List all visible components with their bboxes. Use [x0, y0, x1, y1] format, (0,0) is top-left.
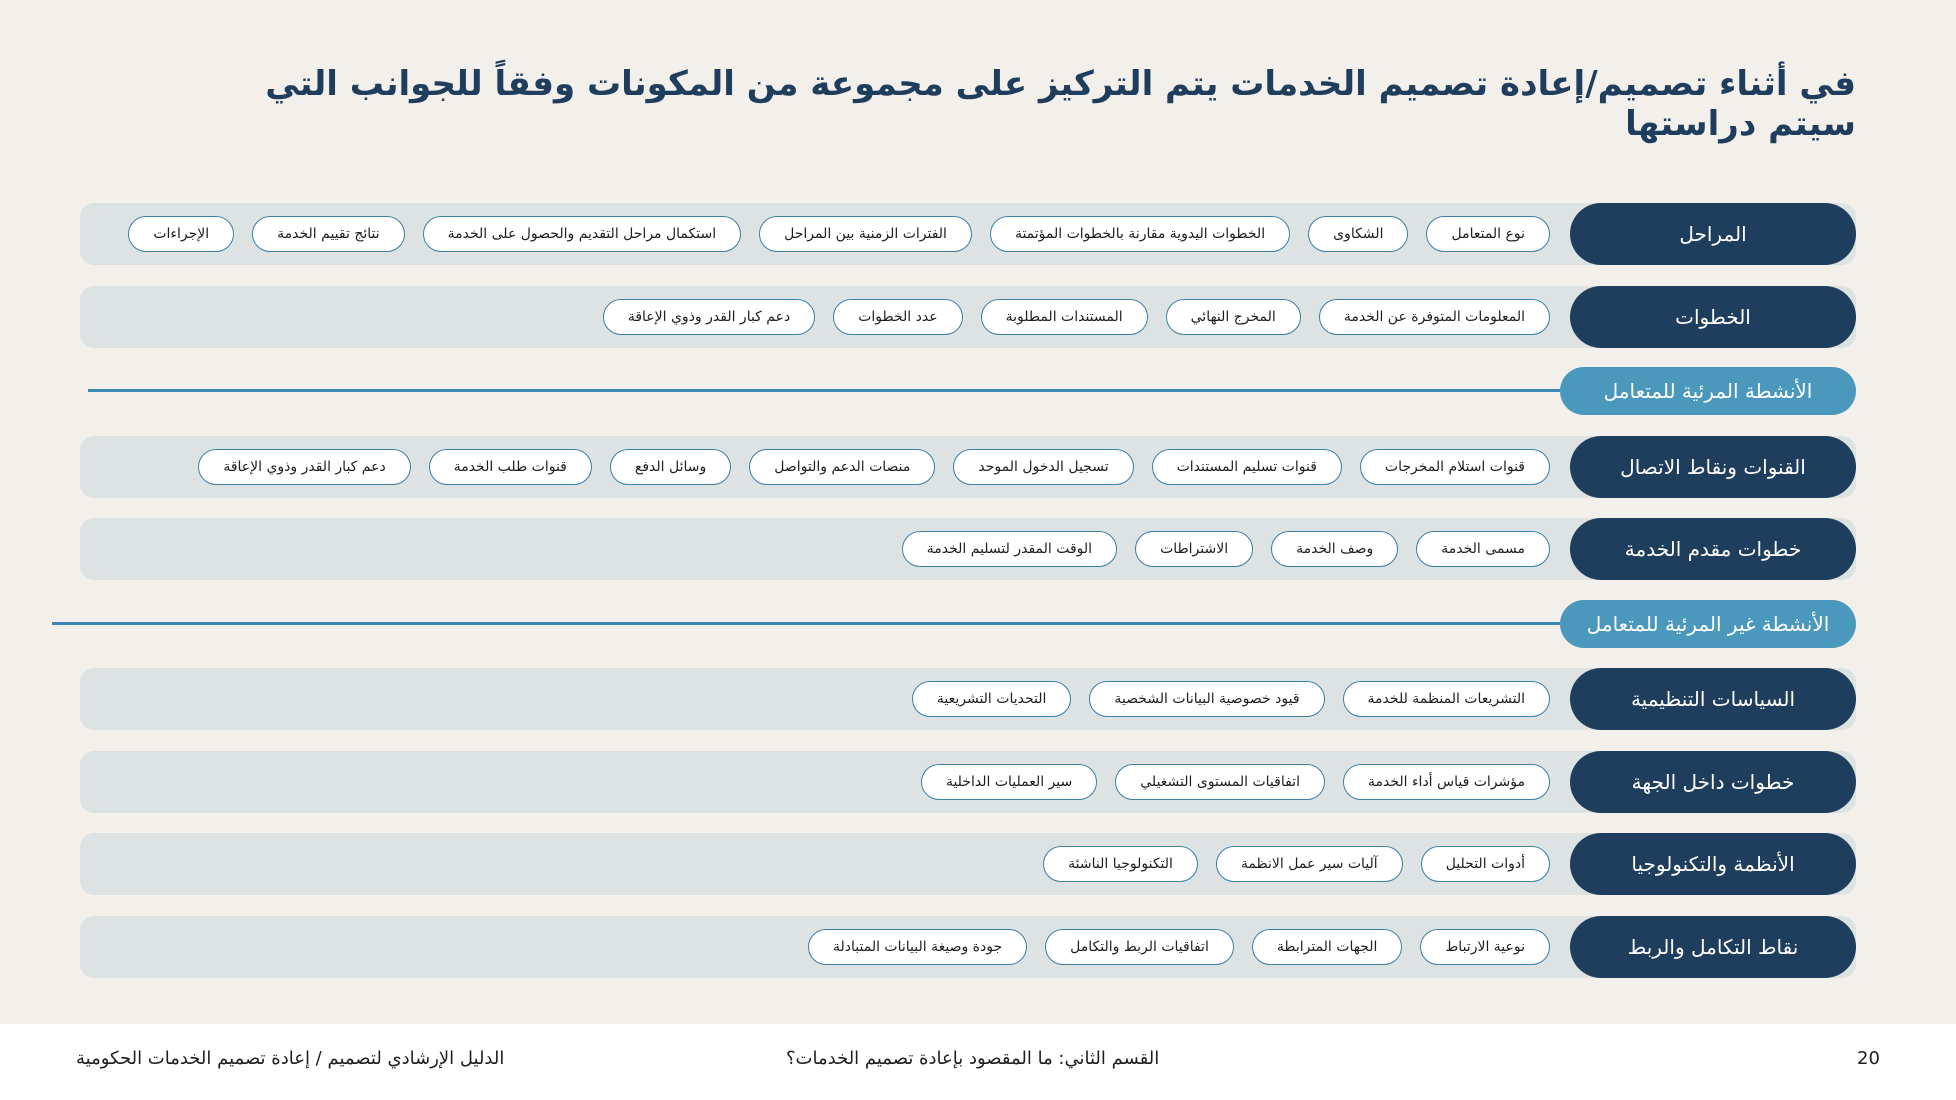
chip-list: [198, 436, 1550, 498]
chip-list: [912, 668, 1550, 730]
row-label: الخطوات: [1570, 286, 1856, 348]
chip: التحديات التشريعية: [912, 681, 1072, 717]
chip: نوعية الارتباط: [1420, 929, 1550, 965]
chip: نوع المتعامل: [1426, 216, 1550, 252]
row-policies: [80, 668, 1856, 730]
chip: نتائج تقييم الخدمة: [252, 216, 405, 252]
chip: التشريعات المنظمة للخدمة: [1343, 681, 1550, 717]
row-label: الأنظمة والتكنولوجيا: [1570, 833, 1856, 895]
row-integration: [80, 916, 1856, 978]
chip: مؤشرات قياس أداء الخدمة: [1343, 764, 1550, 800]
chip: الشكاوى: [1308, 216, 1408, 252]
chip: تسجيل الدخول الموحد: [953, 449, 1133, 485]
chip: استكمال مراحل التقديم والحصول على الخدمة: [423, 216, 741, 252]
footer-guide-title: الدليل الإرشادي لتصميم / إعادة تصميم الخدمات الحكومية: [76, 1048, 505, 1069]
row-label: المراحل: [1570, 203, 1856, 265]
chip: وصف الخدمة: [1271, 531, 1398, 567]
row-systems-technology: [80, 833, 1856, 895]
chip-list: [128, 203, 1550, 265]
section-divider-line: [88, 389, 1576, 392]
page-number: 20: [1857, 1048, 1880, 1069]
chip: الجهات المترابطة: [1252, 929, 1403, 965]
chip: المستندات المطلوبة: [981, 299, 1148, 335]
row-provider-steps: [80, 518, 1856, 580]
chip: المخرج النهائي: [1166, 299, 1301, 335]
chip: الوقت المقدر لتسليم الخدمة: [902, 531, 1117, 567]
row-label: القنوات ونقاط الاتصال: [1570, 436, 1856, 498]
chip: قنوات طلب الخدمة: [429, 449, 592, 485]
chip: آليات سير عمل الانظمة: [1216, 846, 1403, 882]
chip: سير العمليات الداخلية: [921, 764, 1097, 800]
chip: اتفاقيات المستوى التشغيلي: [1115, 764, 1325, 800]
row-label: خطوات مقدم الخدمة: [1570, 518, 1856, 580]
chip: دعم كبار القدر وذوي الإعاقة: [603, 299, 815, 335]
chip: مسمى الخدمة: [1416, 531, 1550, 567]
row-channels: [80, 436, 1856, 498]
section-invisible-activities: [52, 600, 1856, 648]
chip-list: [921, 751, 1550, 813]
section-label: الأنشطة غير المرئية للمتعامل: [1560, 600, 1856, 648]
footer-section-title: القسم الثاني: ما المقصود بإعادة تصميم الخدمات؟: [786, 1048, 1160, 1069]
row-label: السياسات التنظيمية: [1570, 668, 1856, 730]
chip: الخطوات اليدوية مقارنة بالخطوات المؤتمتة: [990, 216, 1290, 252]
chip: الفترات الزمنية بين المراحل: [759, 216, 972, 252]
chip: قنوات تسليم المستندات: [1152, 449, 1342, 485]
section-label: الأنشطة المرئية للمتعامل: [1560, 367, 1856, 415]
row-label: نقاط التكامل والربط: [1570, 916, 1856, 978]
section-divider-line: [52, 622, 1576, 625]
chip-list: [603, 286, 1550, 348]
chip: الاشتراطات: [1135, 531, 1253, 567]
chip: قنوات استلام المخرجات: [1360, 449, 1550, 485]
chip: عدد الخطوات: [833, 299, 962, 335]
row-stages: [80, 203, 1856, 265]
row-label: خطوات داخل الجهة: [1570, 751, 1856, 813]
chip: الإجراءات: [128, 216, 234, 252]
section-visible-activities: [88, 367, 1856, 415]
chip: التكنولوجيا الناشئة: [1043, 846, 1198, 882]
chip: قيود خصوصية البيانات الشخصية: [1089, 681, 1324, 717]
chip: منصات الدعم والتواصل: [749, 449, 935, 485]
chip-list: [1043, 833, 1550, 895]
row-internal-steps: [80, 751, 1856, 813]
chip: وسائل الدفع: [610, 449, 731, 485]
row-steps: [80, 286, 1856, 348]
chip: أدوات التحليل: [1421, 846, 1550, 882]
chip-list: [808, 916, 1550, 978]
page-title: في أثناء تصميم/إعادة تصميم الخدمات يتم التركيز على مجموعة من المكونات وفقاً للجوانب التي سيتم دراستها: [265, 64, 1856, 144]
chip: المعلومات المتوفرة عن الخدمة: [1319, 299, 1550, 335]
chip: جودة وصيغة البيانات المتبادلة: [808, 929, 1027, 965]
footer: [0, 1024, 1956, 1100]
chip-list: [902, 518, 1550, 580]
chip: اتفاقيات الربط والتكامل: [1045, 929, 1234, 965]
chip: دعم كبار القدر وذوي الإعاقة: [198, 449, 410, 485]
